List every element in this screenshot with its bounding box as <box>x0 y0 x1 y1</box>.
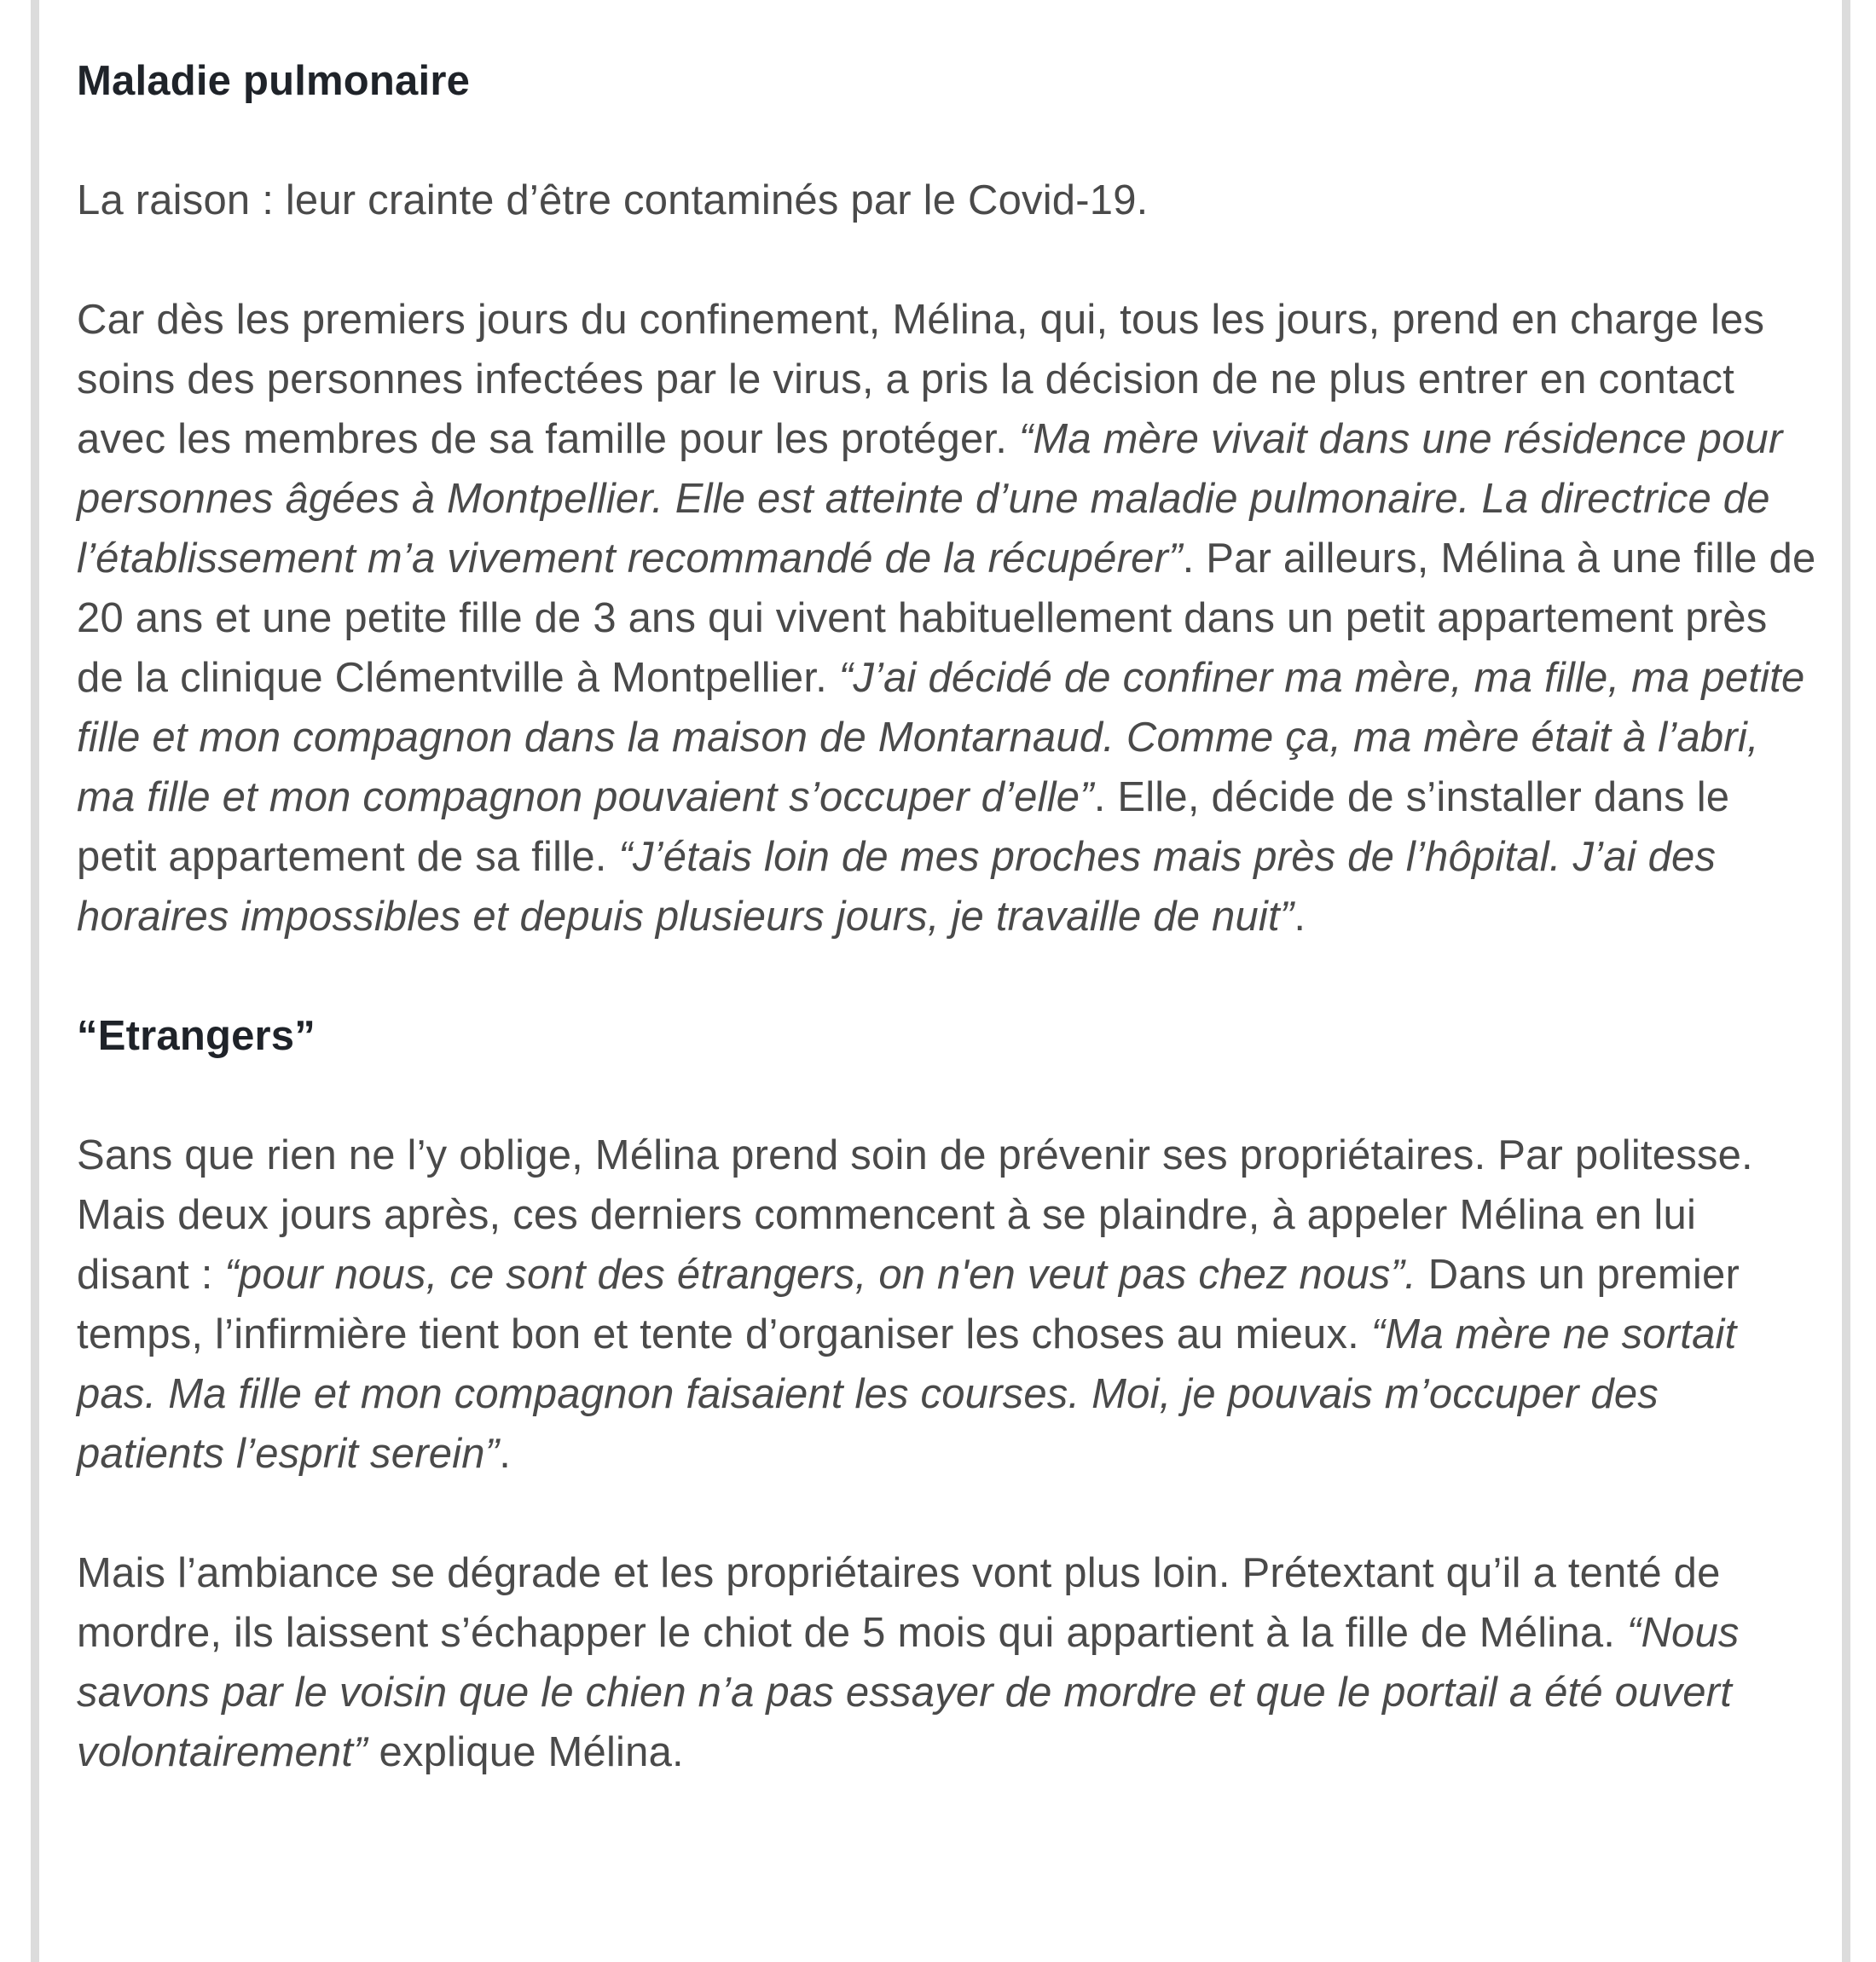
text-span: Dans un premier temps, l’infirmière tient bon et tente d’organiser les choses au mieux. <box>77 1252 1740 1357</box>
quote-span: “J’étais loin de mes proches mais près de l’hôpital. J’ai des horaires impossibles et depuis plusieurs jours, je travaille de nuit” <box>77 834 1717 940</box>
quote-span: “pour nous, ce sont des étrangers, on n'en veut pas chez nous”. <box>224 1252 1416 1298</box>
text-span: . <box>499 1431 512 1477</box>
quote-span: “Nous savons par le voisin que le chien n’a pas essayer de mordre et que le portail a été ouvert volontairement” <box>77 1610 1740 1775</box>
paragraph-raison: La raison : leur crainte d’être contaminés par le Covid-19. <box>77 177 1149 223</box>
paragraph-confinement <box>77 290 1816 946</box>
content-border-right <box>1842 0 1850 1962</box>
article-body <box>77 51 1816 1842</box>
quote-span: “Ma mère ne sortait pas. Ma fille et mon compagnon faisaient les courses. Moi, je pouvais m’occuper des patients l’esprit serein” <box>77 1311 1737 1477</box>
section-heading-etrangers: “Etrangers” <box>77 1013 316 1059</box>
quote-span: “J’ai décidé de confiner ma mère, ma fille, ma petite fille et mon compagnon dans la maison de Montarnaud. Comme ça, ma mère était à l’abri, ma fille et mon compagnon pouvaient s’occuper d’elle” <box>77 655 1805 820</box>
paragraph-proprietaires <box>77 1126 1816 1484</box>
text-span: Mais l’ambiance se dégrade et les propriétaires vont plus loin. Prétextant qu’il a tenté de mordre, ils laissent s’échapper le chiot de 5 mois qui appartient à la fille de Mélina. <box>77 1550 1721 1656</box>
quote-span: “Ma mère vivait dans une résidence pour personnes âgées à Montpellier. Elle est atteinte d’une maladie pulmonaire. La directrice de l’établissement m’a vivement recommandé de la récupérer” <box>77 416 1783 582</box>
text-span: . Elle, décide de s’installer dans le petit appartement de sa fille. <box>77 774 1730 880</box>
content-border-left <box>31 0 39 1962</box>
text-span: Sans que rien ne l’y oblige, Mélina prend soin de prévenir ses propriétaires. Par politesse. Mais deux jours après, ces derniers commencent à se plaindre, à appeler Mélina en lui disant : <box>77 1132 1753 1298</box>
text-span: . Par ailleurs, Mélina à une fille de 20 ans et une petite fille de 3 ans qui vivent habituellement dans un petit appartement près de la clinique Clémentville à Montpellier. <box>77 535 1816 701</box>
paragraph-ambiance <box>77 1543 1816 1782</box>
text-span: explique Mélina. <box>367 1729 684 1775</box>
section-heading-maladie-pulmonaire: Maladie pulmonaire <box>77 58 471 104</box>
text-span: . <box>1294 894 1306 940</box>
text-span: Car dès les premiers jours du confinement, Mélina, qui, tous les jours, prend en charge les soins des personnes infectées par le virus, a pris la décision de ne plus entrer en contact avec les membres de sa famille pour les protéger. <box>77 297 1765 462</box>
